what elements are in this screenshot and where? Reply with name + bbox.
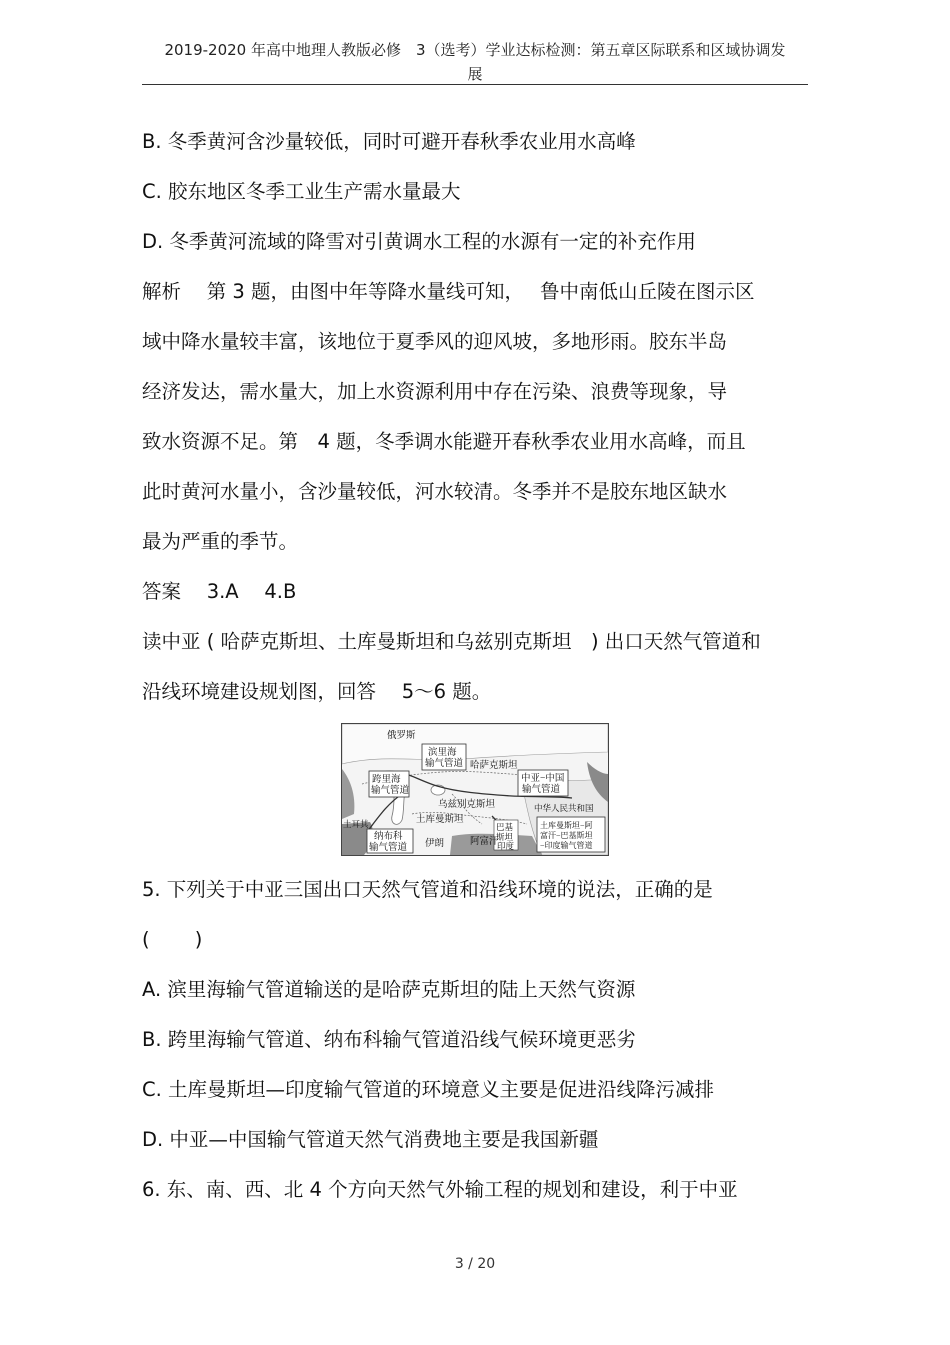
question-5-option-d: D. 中亚—中国输气管道天然气消费地主要是我国新疆 [142, 1128, 599, 1151]
question-5-option-c: C. 土库曼斯坦—印度输气管道的环境意义主要是促进沿线降污减排 [142, 1078, 715, 1101]
question-5-blank: ( ) [142, 928, 203, 951]
option-c: C. 胶东地区冬季工业生产需水量最大 [142, 180, 461, 203]
analysis-line: 经济发达，需水量大，加上水资源利用中存在污染、浪费等现象，导 [142, 380, 728, 403]
map-label-kazakhstan: 哈萨克斯坦 [470, 761, 518, 771]
map-label-binlihai: 滨里海 [428, 748, 457, 758]
map-label-russia: 俄罗斯 [387, 731, 416, 741]
map-label-turkey: 土耳其 [343, 819, 369, 829]
map-label-uzbekistan: 乌兹别克斯坦 [438, 800, 496, 810]
analysis-line: 致水资源不足。第 4 题，冬季调水能避开春秋季农业用水高峰，而且 [142, 430, 746, 453]
material-intro: 沿线环境建设规划图，回答 5～6 题。 [142, 680, 492, 703]
map-label-pakistan: 巴基 [496, 822, 514, 832]
answer-line: 答案 3.A 4.B [142, 580, 297, 603]
question-5-stem: 5. 下列关于中亚三国出口天然气管道和沿线环境的说法，正确的是 [142, 878, 713, 901]
page-number: 3 / 20 [454, 1256, 496, 1272]
map-label-china: 中华人民共和国 [534, 803, 594, 813]
map-label-nabucco-pipeline: 输气管道 [369, 843, 408, 853]
question-6-stem: 6. 东、南、西、北 4 个方向天然气外输工程的规划和建设，利于中亚 [142, 1178, 738, 1201]
map-label-pakistan-cont: 斯坦 [496, 832, 514, 842]
analysis-line: 此时黄河水量小，含沙量较低，河水较清。冬季并不是胶东地区缺水 [142, 480, 728, 503]
map-label-turkmenistan: 土库曼斯坦 [416, 815, 464, 825]
map-label-tapi-pipeline: −印度输气管道 [540, 841, 593, 850]
question-5-option-b: B. 跨里海输气管道、纳布科输气管道沿线气候环境更恶劣 [142, 1028, 636, 1051]
map-label-kualihai-pipeline: 输气管道 [371, 786, 410, 796]
analysis-line: 最为严重的季节。 [142, 530, 299, 553]
map-label-kualihai: 跨里海 [372, 775, 401, 785]
map-label-nabucco: 纳布科 [374, 832, 403, 842]
map-label-afghanistan: 阿富汗 [470, 837, 499, 847]
header-title-cont: 展 [467, 65, 483, 83]
page-header [142, 38, 808, 86]
question-5-option-a: A. 滨里海输气管道输送的是哈萨克斯坦的陆上天然气资源 [142, 978, 636, 1001]
map-label-india: 印度 [497, 841, 515, 851]
analysis-line: 解析 第 3 题，由图中年等降水量线可知， 鲁中南低山丘陵在图示区 [142, 280, 755, 303]
map-label-tapi: 土库曼斯坦−阿 [540, 821, 593, 830]
map-label-cac-pipeline: 输气管道 [522, 785, 561, 795]
map-label-iran: 伊朗 [425, 839, 445, 849]
material-intro: 读中亚 ( 哈萨克斯坦、土库曼斯坦和乌兹别克斯坦 ) 出口天然气管道和 [142, 630, 761, 653]
map-label-binlihai-pipeline: 输气管道 [425, 759, 464, 769]
analysis-line: 域中降水量较丰富，该地位于夏季风的迎风坡，多地形雨。胶东半岛 [142, 330, 728, 353]
header-title: 2019-2020 年高中地理人教版必修 3（选考）学业达标检测：第五章区际联系和区域协调发 [164, 41, 786, 59]
header-divider [142, 84, 808, 85]
option-d: D. 冬季黄河流域的降雪对引黄调水工程的水源有一定的补充作用 [142, 230, 696, 253]
map-label-tapi-cont: 富汗−巴基斯坦 [540, 831, 593, 840]
pipeline-map [341, 723, 609, 856]
option-b: B. 冬季黄河含沙量较低，同时可避开春秋季农业用水高峰 [142, 130, 636, 153]
map-label-cac: 中亚−中国 [521, 774, 565, 784]
